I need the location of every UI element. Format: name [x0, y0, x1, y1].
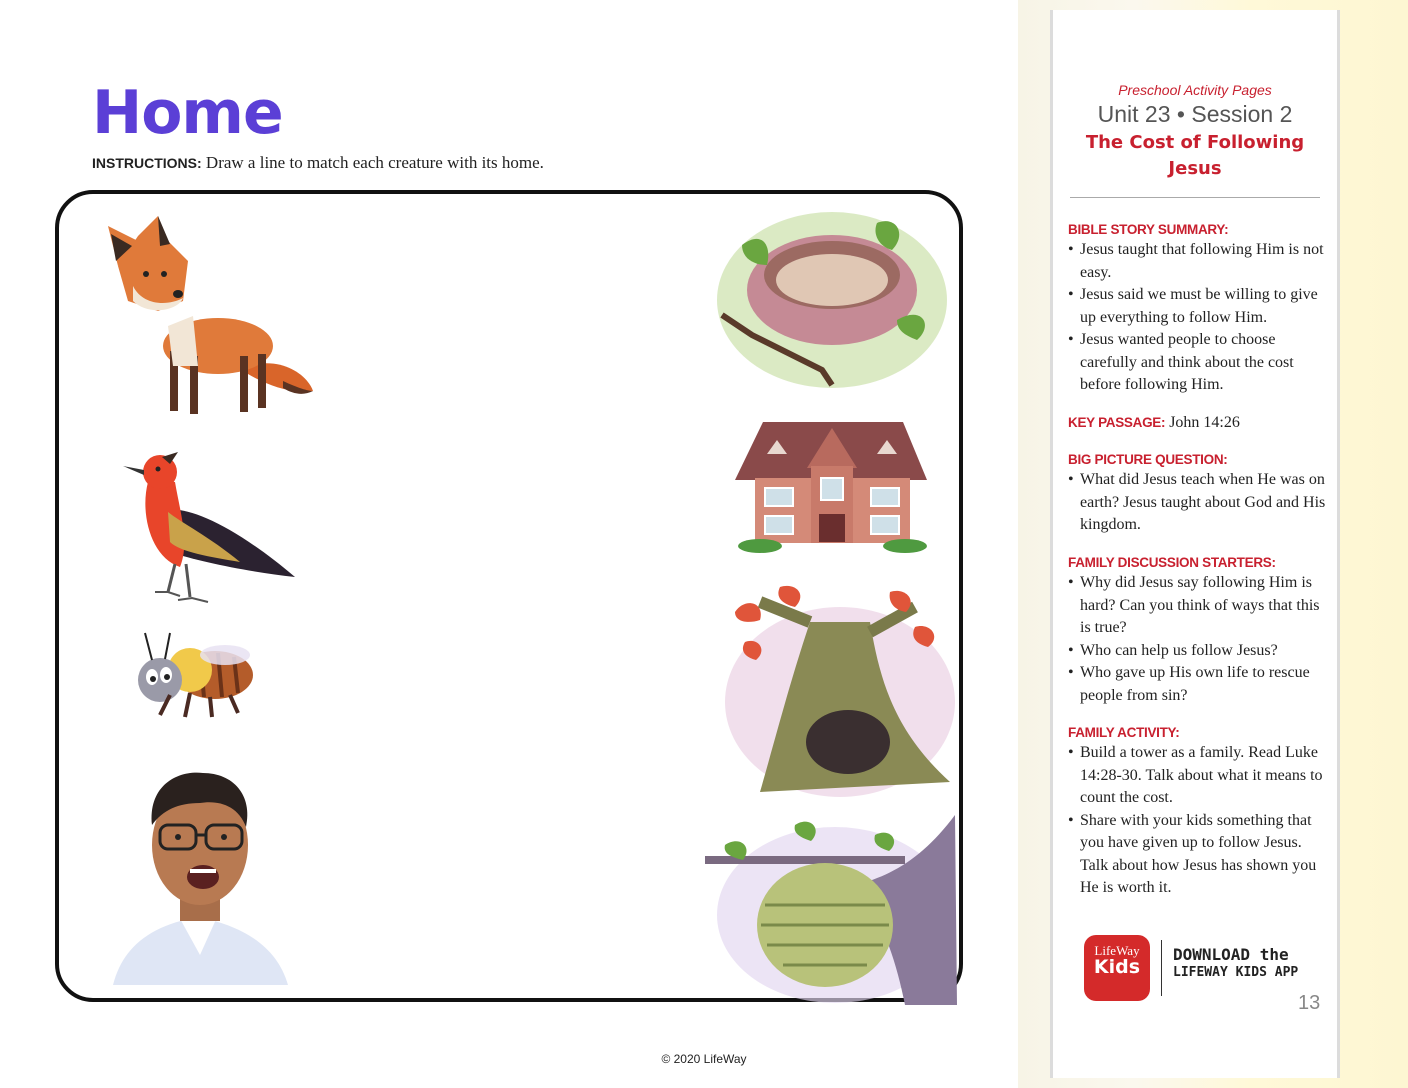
- app-divider: [1161, 940, 1162, 996]
- lifeway-kids-app-icon[interactable]: [1084, 935, 1150, 1001]
- page-title: Home: [92, 78, 283, 148]
- app-logo-line2: Kids: [1093, 956, 1141, 978]
- instructions-text: Draw a line to match each creature with its home.: [205, 153, 544, 172]
- list-item: • Who gave up His own life to rescue people from sin?: [1068, 662, 1326, 707]
- big-picture-question: [1068, 452, 1326, 537]
- app-logo-line1: LifeWay: [1094, 943, 1140, 958]
- family-activity: [1068, 725, 1326, 900]
- list-item: • Why did Jesus say following Him is hard? Can you think of ways that this is true?: [1068, 572, 1326, 640]
- bird-illustration: [120, 452, 300, 607]
- activity-heading: FAMILY ACTIVITY:: [1068, 725, 1180, 740]
- fox-illustration: [98, 206, 318, 421]
- list-item: • Jesus said we must be willing to give up everything to follow Him.: [1068, 284, 1326, 329]
- list-item: • Who can help us follow Jesus?: [1068, 640, 1326, 663]
- big-picture-heading: BIG PICTURE QUESTION:: [1068, 452, 1228, 467]
- list-item: • Jesus wanted people to choose carefully and think about the cost before following Him.: [1068, 329, 1326, 397]
- instructions-label: INSTRUCTIONS:: [92, 155, 202, 171]
- list-item: • Build a tower as a family. Read Luke 14:28-30. Talk about what it means to count the cost.: [1068, 742, 1326, 810]
- list-item: • Jesus taught that following Him is not easy.: [1068, 239, 1326, 284]
- house-illustration: [735, 418, 930, 553]
- key-passage-text: John 14:26: [1169, 414, 1240, 431]
- tree-hollow-illustration: [720, 582, 960, 802]
- key-passage: [1068, 414, 1326, 432]
- discussion-heading: FAMILY DISCUSSION STARTERS:: [1068, 555, 1276, 570]
- download-line2: LIFEWAY KIDS APP: [1173, 965, 1299, 980]
- beehive-illustration: [705, 815, 957, 1005]
- sidebar-divider: [1070, 197, 1320, 198]
- bible-story-summary: [1068, 222, 1326, 397]
- family-discussion-starters: [1068, 555, 1326, 707]
- session-title: The Cost of Following Jesus: [1085, 132, 1305, 179]
- sidebar-label: Preschool Activity Pages: [1118, 82, 1272, 98]
- list-item: • What did Jesus teach when He was on earth? Jesus taught about God and His kingdom.: [1068, 469, 1326, 537]
- unit-session: Unit 23 • Session 2: [1097, 101, 1293, 127]
- bee-illustration: [130, 625, 260, 720]
- copyright-footer: © 2020 LifeWay: [661, 1052, 747, 1066]
- nest-illustration: [712, 205, 952, 390]
- man-illustration: [108, 765, 293, 985]
- key-passage-heading: KEY PASSAGE:: [1068, 415, 1166, 430]
- list-item: • Share with your kids something that you have given up to follow Jesus. Talk about how Jesus has shown you He is worth it.: [1068, 810, 1326, 900]
- download-app-link[interactable]: [1173, 945, 1298, 981]
- bible-story-heading: BIBLE STORY SUMMARY:: [1068, 222, 1229, 237]
- download-line1: DOWNLOAD the: [1173, 945, 1289, 964]
- instructions: [92, 153, 544, 173]
- page-number: 13: [1298, 992, 1321, 1014]
